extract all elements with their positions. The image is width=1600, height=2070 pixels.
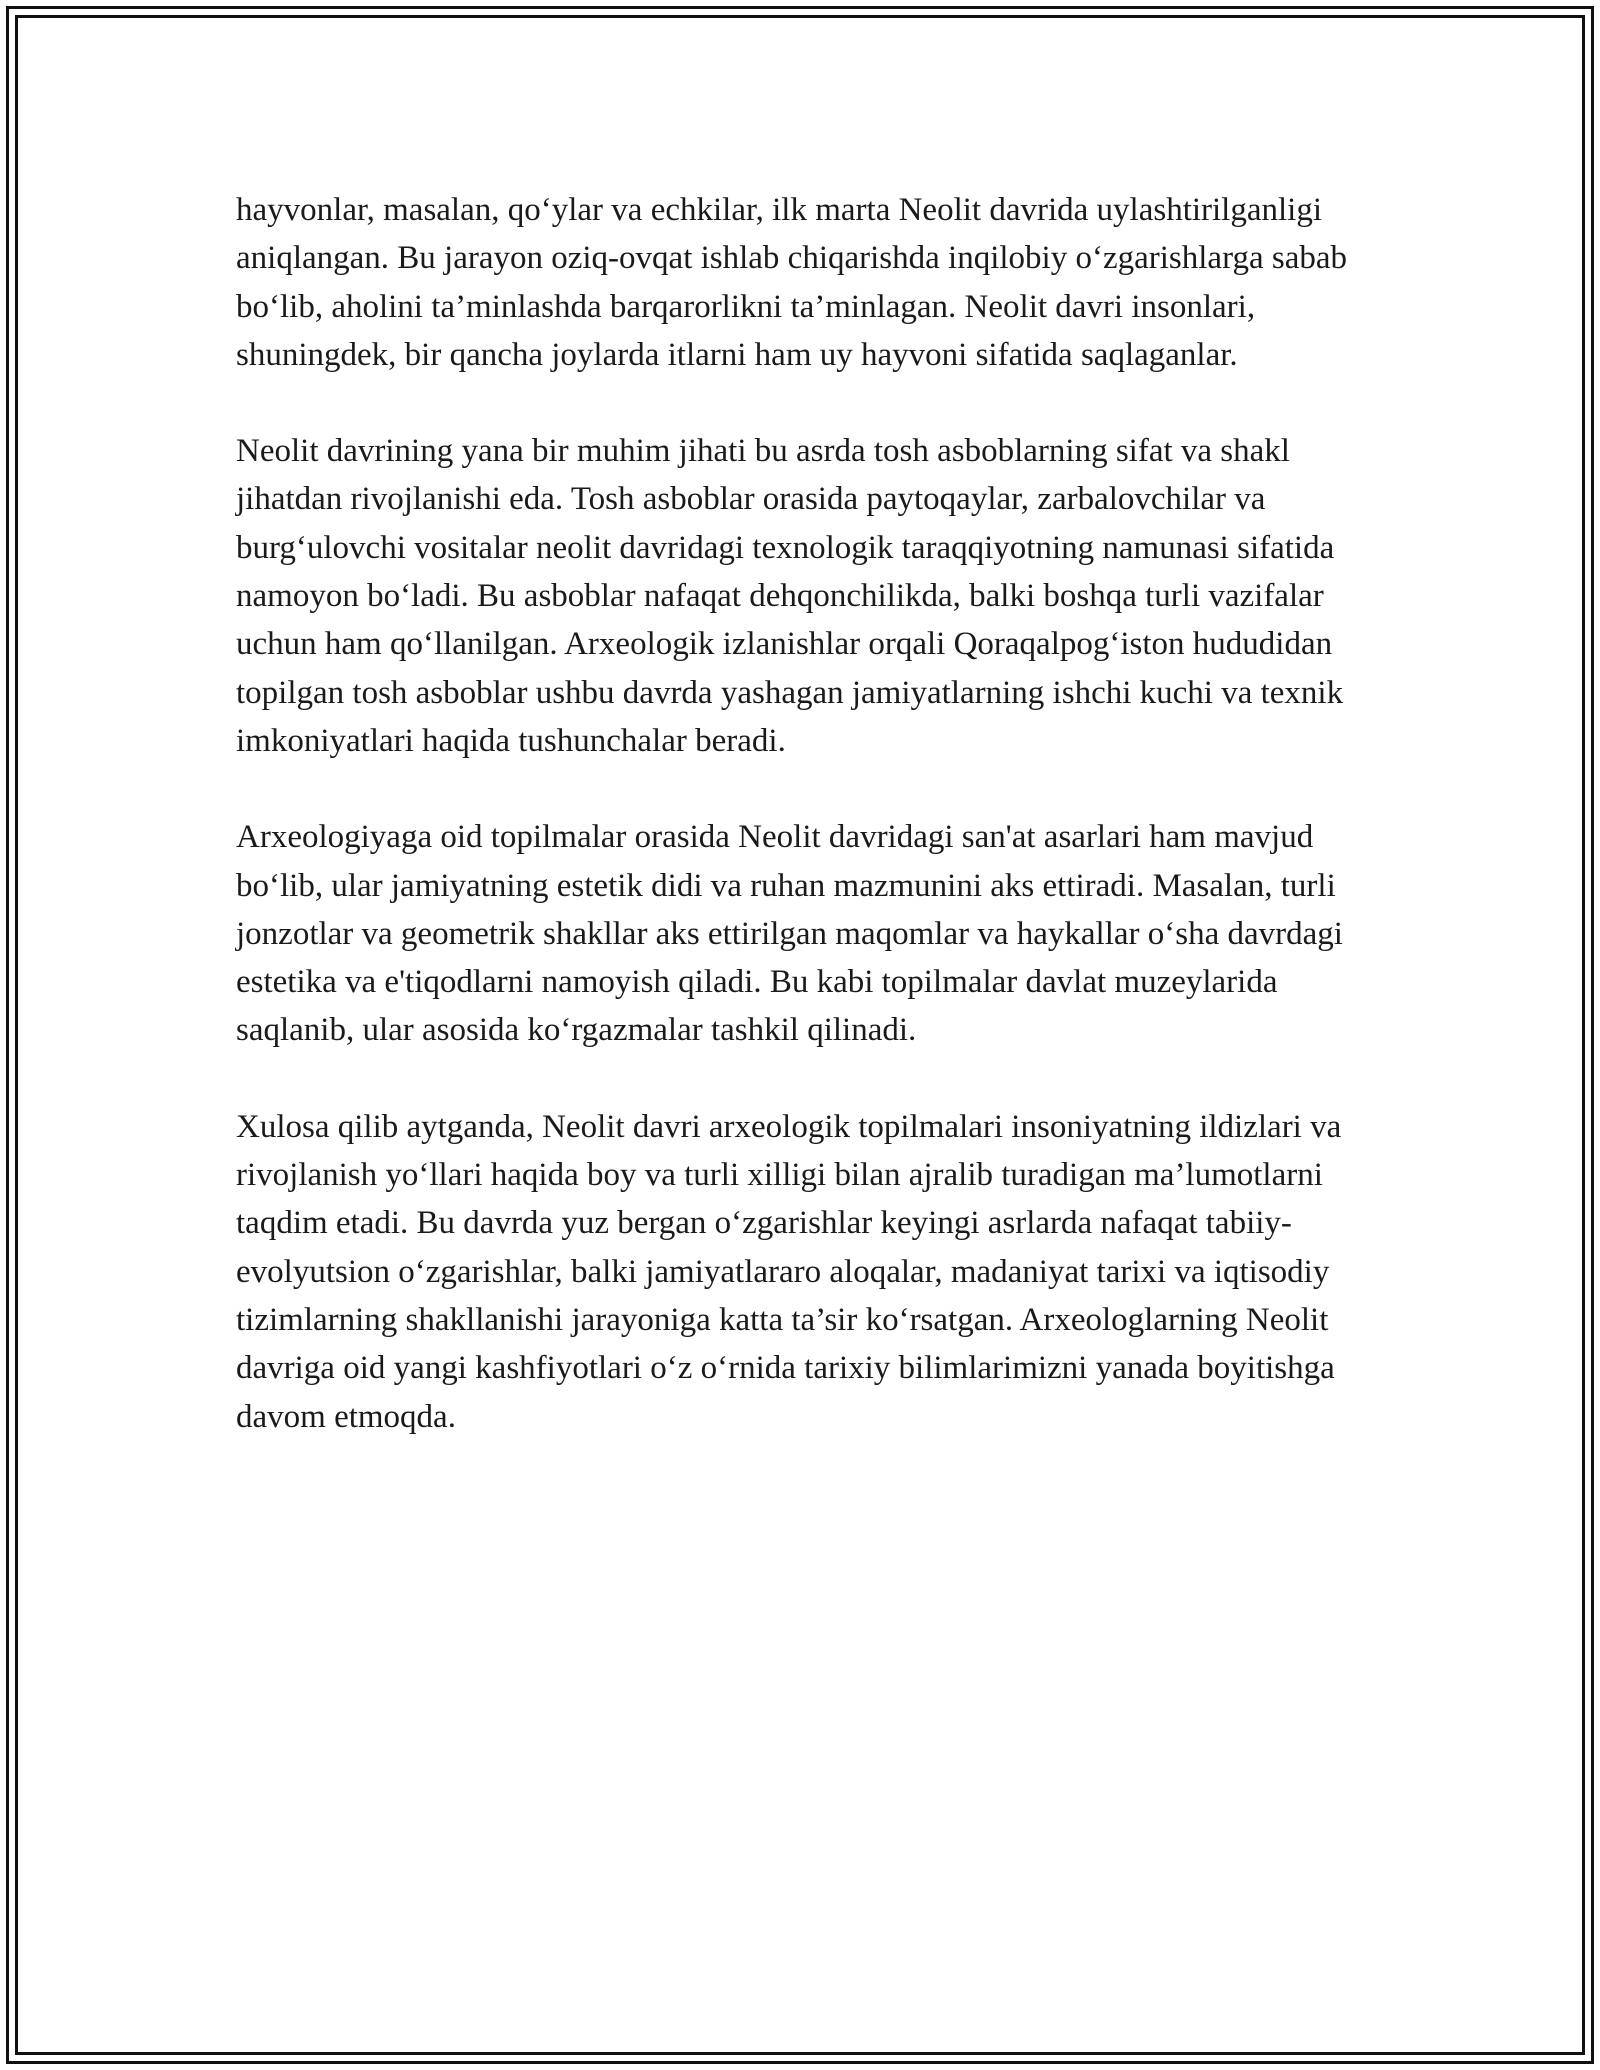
paragraph-conclusion: Xulosa qilib aytganda, Neolit davri arxeologik topilmalari insoniyatning ildizlari va rivojlanish yo‘llari haqida boy va turli xilligi bilan ajralib turadigan ma’lumotlarni taqdim etadi. Bu davrda yuz bergan o‘zgarishlar keyingi asrlarda nafaqat tabiiy-evolyutsion o‘zgarishlar, balki jamiyatlararo aloqalar, madaniyat tarixi va iqtisodiy tizimlarning shakllanishi jarayoniga katta ta’sir ko‘rsatgan. Arxeologlarning Neolit davriga oid yangi kashfiyotlari o‘z o‘rnida tarixiy bilimlarimizni yanada boyitishga davom etmoqda. xyxy=(236,1108,1342,1435)
document-body xyxy=(236,186,1376,1489)
paragraph-art-findings: Arxeologiyaga oid topilmalar orasida Neolit davridagi san'at asarlari ham mavjud bo‘lib, ular jamiyatning estetik didi va ruhan mazmunini aks ettiradi. Masalan, turli jonzotlar va geometrik shakllar aks ettirilgan maqomlar va haykallar o‘sha davrdagi estetika va e'tiqodlarni namoyish qiladi. Bu kabi topilmalar davlat muzeylarida saqlanib, ular asosida ko‘rgazmalar tashkil qilinadi. xyxy=(236,819,1343,1049)
paragraph-stone-tools: Neolit davrining yana bir muhim jihati bu asrda tosh asboblarning sifat va shakl jihatdan rivojlanishi eda. Tosh asboblar orasida paytoqaylar, zarbalovchilar va burg‘ulovchi vositalar neolit davridagi texnologik taraqqiyotning namunasi sifatida namoyon bo‘ladi. Bu asboblar nafaqat dehqonchilikda, balki boshqa turli vazifalar uchun ham qo‘llanilgan. Arxeologik izlanishlar orqali Qoraqalpog‘iston hududidan topilgan tosh asboblar ushbu davrda yashagan jamiyatlarning ishchi kuchi va texnik imkoniyatlari haqida tushunchalar beradi. xyxy=(236,433,1344,759)
paragraph-domestication: hayvonlar, masalan, qo‘ylar va echkilar, ilk marta Neolit davrida uylashtirilganligi aniqlangan. Bu jarayon oziq-ovqat ishlab chiqarishda inqilobiy o‘zgarishlarga sabab bo‘lib, aholini ta’minlashda barqarorlikni ta’minlagan. Neolit davri insonlari, shuningdek, bir qancha joylarda itlarni ham uy hayvoni sifatida saqlaganlar. xyxy=(236,192,1347,373)
